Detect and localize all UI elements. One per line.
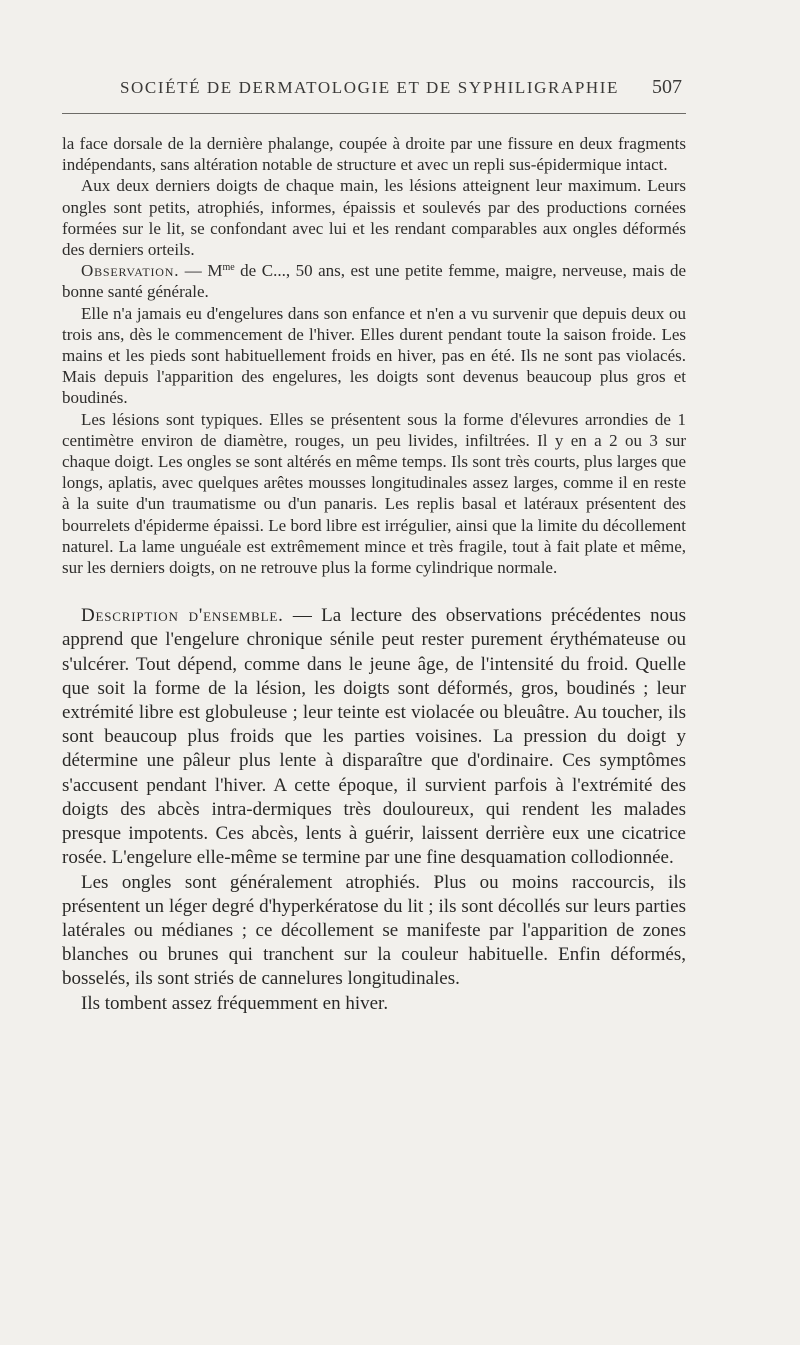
description-label: Description d'ensemble. bbox=[81, 605, 284, 627]
body-text bbox=[62, 133, 686, 1016]
paragraph: Ils tombent assez fréquemment en hiver. bbox=[81, 992, 389, 1014]
paragraph: la face dorsale de la dernière phalange, coupée à droite par une fissure en deux fragments indépendants, sans altération notable de structure et avec un repli sus-épidermique intact. bbox=[62, 134, 686, 175]
observation-dash: — M bbox=[179, 261, 223, 281]
observation-heading-paragraph bbox=[62, 260, 686, 302]
paragraph: Les ongles sont généralement atrophiés. Plus ou moins raccourcis, ils présentent un léger degré d'hyperkératose du lit ; ils sont décollés sur leurs parties latérales ou médianes ; ce décollement se manifeste par l'apparition de zones blanches ou brunes qui tranchent sur la couleur habituelle. Enfin déformés, bosselés, ils sont striés de cannelures longitudinales. bbox=[62, 871, 686, 990]
description-block bbox=[62, 604, 686, 1015]
paragraph: Les lésions sont typiques. Elles se présentent sous la forme d'élevures arrondies de 1 centimètre environ de diamètre, rouges, un peu livides, infiltrées. Il y en a 2 ou 3 sur chaque doigt. Les ongles se sont altérés en même temps. Ils sont très courts, plus larges que longs, aplatis, avec quelques arêtes mousses longitudinales assez larges, comme il en reste à la suite d'un traumatisme ou d'un panaris. Les replis basal et latéraux présentent des bourrelets d'épiderme épaissi. Le bord libre est irrégulier, ainsi que la limite du décollement naturel. La lame unguéale est extrêmement mince et très fragile, tout à fait plate et même, sur les derniers doigts, on ne retrouve plus la forme cylindrique normale. bbox=[62, 409, 686, 578]
header-rule bbox=[62, 113, 686, 114]
running-head bbox=[62, 74, 686, 104]
page-number: 507 bbox=[652, 76, 682, 98]
paragraph: Elle n'a jamais eu d'engelures dans son enfance et n'en a vu survenir que depuis deux ou trois ans, dès le commencement de l'hiver. Elles durent pendant toute la saison froide. Les mains et les pieds sont habituellement froids en hiver, pas en été. Ils ne sont pas violacés. Mais depuis l'apparition des engelures, les doigts sont devenus beaucoup plus gros et boudinés. bbox=[62, 303, 686, 408]
running-title: SOCIÉTÉ DE DERMATOLOGIE ET DE SYPHILIGRAPHIE bbox=[120, 78, 620, 97]
observation-intro: de C..., 50 ans, est une petite femme, maigre, nerveuse, mais de bonne santé générale. bbox=[62, 261, 686, 302]
description-intro: — La lecture des observations précédentes nous apprend que l'engelure chronique sénile peut rester purement érythémateuse ou s'ulcérer. Tout dépend, comme dans le jeune âge, de l'intensité du froid. Quelle que soit la forme de la lésion, les doigts sont déformés, gros, boudinés ; leur extrémité libre est globuleuse ; leur teinte est violacée ou bleuâtre. Au toucher, ils sont beaucoup plus froids que les parties voisines. La pression du doigt y détermine une pâleur plus lente à disparaître que d'ordinaire. Ces symptômes s'accusent pendant l'hiver. A cette époque, il survient parfois à l'extrémité des doigts des abcès intra-dermiques très douloureux, qui rendent les malades presque impotents. Ces abcès, lents à guérir, laissent derrière eux une cicatrice rosée. L'engelure elle-même se termine par une fine desquamation collodionnée. bbox=[62, 605, 686, 869]
observation-block bbox=[62, 133, 686, 578]
observation-label: Observation. bbox=[81, 261, 180, 281]
description-heading-paragraph bbox=[62, 604, 686, 870]
paragraph: Aux deux derniers doigts de chaque main, les lésions atteignent leur maximum. Leurs ongles sont petits, atrophiés, informes, épaissis et soulevés par des productions cornées formées sur le lit, se confondant avec lui et les rendant comparables aux ongles déformés des derniers orteils. bbox=[62, 176, 686, 260]
observation-superscript: me bbox=[222, 262, 235, 274]
